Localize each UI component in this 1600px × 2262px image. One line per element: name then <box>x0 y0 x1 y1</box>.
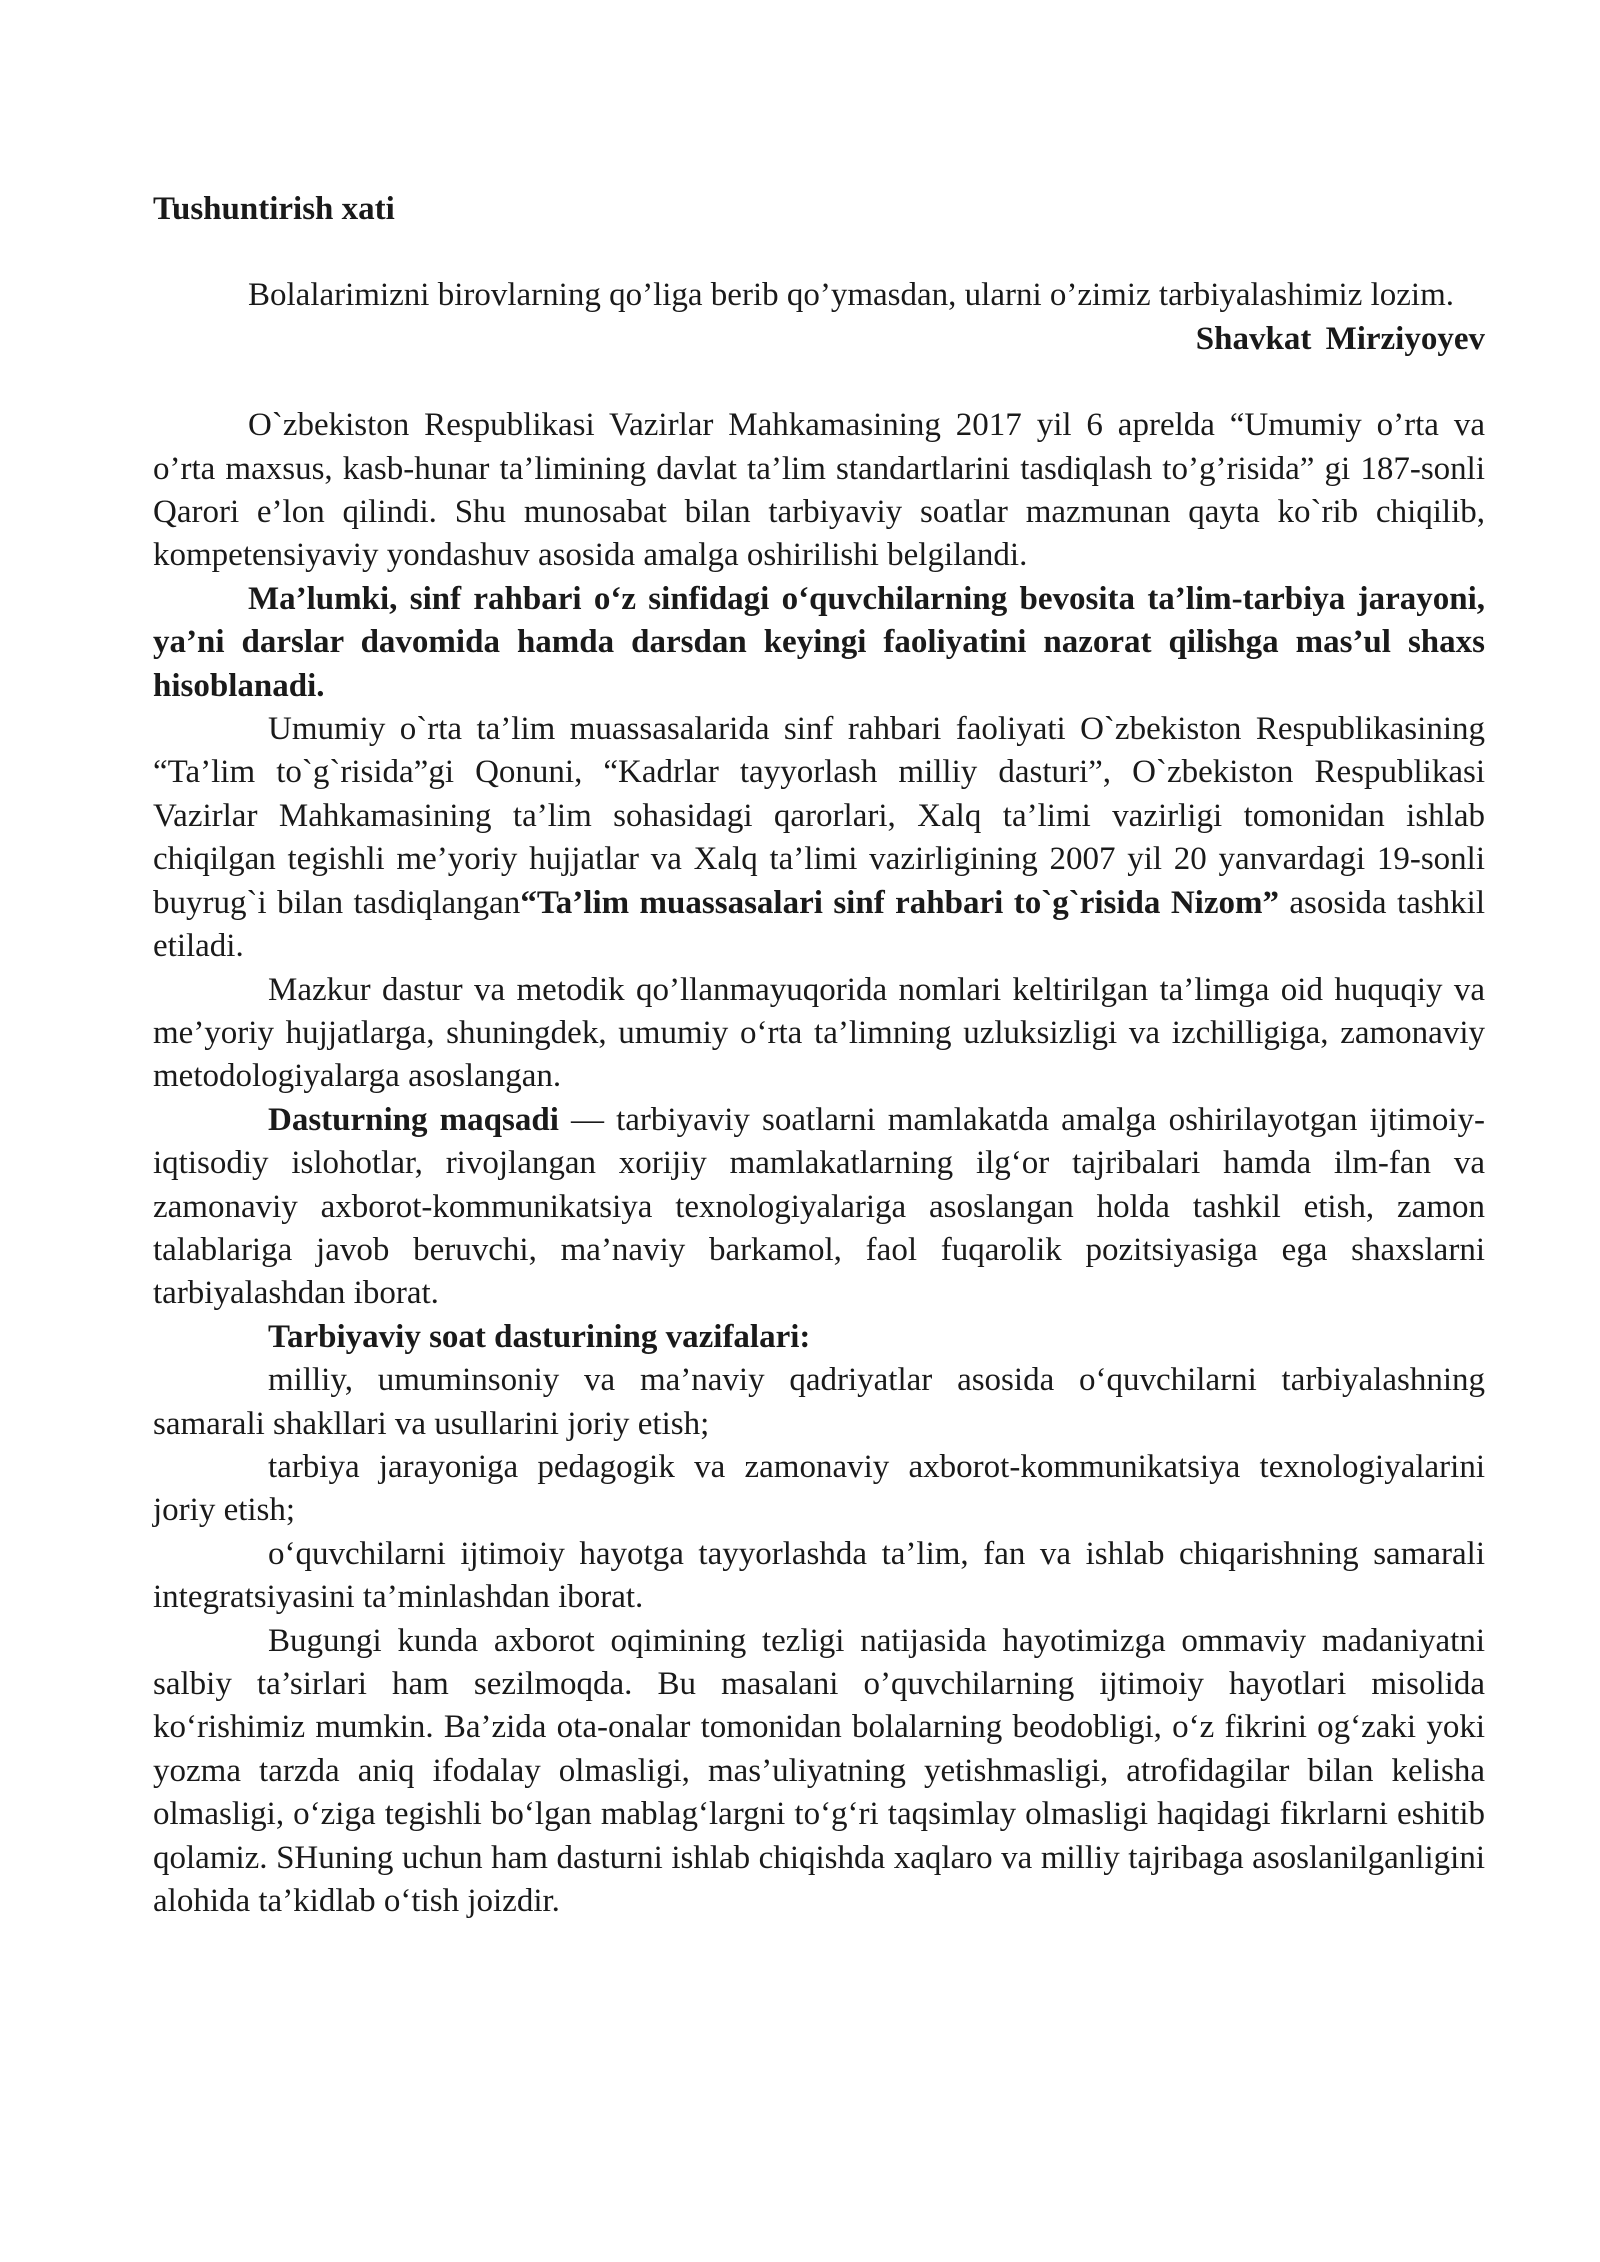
regulation-title: “Ta’lim muassasalari sinf rahbari to`g`risida Nizom” <box>520 884 1279 921</box>
document-page <box>153 188 1485 1923</box>
task-item-technology: tarbiya jarayoniga pedagogik va zamonaviy axborot-kommunikatsiya texnologiyalarini joriy etish; <box>153 1448 1485 1529</box>
legal-basis-end: asosida tashkil etiladi. <box>153 884 1485 965</box>
paragraph-decree: O`zbekiston Respublikasi Vazirlar Mahkamasining 2017 yil 6 aprelda “Umumiy o’rta va o’rta maxsus, kasb-hunar ta’limining davlat ta’lim standartlarini tasdiqlash to’g’risida” gi 187-sonli Qarori e’lon qilindi. Shu munosabat bilan tarbiyaviy soatlar mazmunan qayta ko`rib chiqilib, kompetensiyaviy yondashuv asosida amalga oshirilishi belgilandi. <box>153 407 1485 574</box>
program-goal-label: Dasturning maqsadi <box>268 1101 559 1138</box>
epigraph-quote: Bolalarimizni birovlarning qo’liga berib qo’ymasdan, ularni o’zimiz tarbiyalashimiz lozim. <box>248 277 1454 314</box>
epigraph-author: Shavkat Mirziyoyev <box>1195 320 1485 357</box>
paragraph-program-goal <box>153 1099 1485 1316</box>
paragraph-mass-culture: Bugungi kunda axborot oqimining tezligi natijasida hayotimizga ommaviy madaniyatni salbiy ta’sirlari ham sezilmoqda. Bu masalani o’quvchilarning ijtimoiy hayotlari misolida ko‘rishimiz mumkin. Ba’zida ota-onalar tomonidan bolalarning beodobligi, o‘z fikrini og‘zaki yoki yozma tarzda aniq ifodalay olmasligi, mas’uliyatning yetishmasligi, atrofidagilar bilan kelisha olmasligi, o‘ziga tegishli bo‘lgan mablag‘largni to‘g‘ri taqsimlay olmasligi haqidagi fikrlarni eshitib qolamiz. SHuning uchun ham dasturni ishlab chiqishda xaqlaro va milliy tajribaga asoslanilganligini alohida ta’kidlab o‘tish joizdir. <box>153 1622 1485 1920</box>
paragraph-class-teacher-role: Ma’lumki, sinf rahbari o‘z sinfidagi o‘quvchilarning bevosita ta’lim-tarbiya jarayoni, ya’ni darslar davomida hamda darsdan keyingi faoliyatini nazorat qilishga mas’ul shaxs hisoblanadi. <box>153 580 1485 704</box>
program-goal-text: — tarbiyaviy soatlarni mamlakatda amalga oshirilayotgan ijtimoiy-iqtisodiy islohotlar, rivojlangan xorijiy mamlakatlarning ilg‘or tajribalari hamda ilm-fan va zamonaviy axborot-kommunikatsiya texnologiyalariga asoslangan holda tashkil etish, zamon talablariga javob beruvchi, ma’naviy barkamol, faol fuqarolik pozitsiyasiga ega shaxslarni tarbiyalashdan iborat. <box>153 1101 1485 1312</box>
task-item-integration: o‘quvchilarni ijtimoiy hayotga tayyorlashda ta’lim, fan va ishlab chiqarishning samarali integratsiyasini ta’minlashdan iborat. <box>153 1535 1485 1616</box>
paragraph-legal-basis <box>153 708 1485 968</box>
legal-basis-text: Umumiy o`rta ta’lim muassasalarida sinf rahbari faoliyati O`zbekiston Respublikasining “Ta’lim to`g`risida”gi Qonuni, “Kadrlar tayyorlash milliy dasturi”, O`zbekiston Respublikasi Vazirlar Mahkamasining ta’lim sohasidagi qarorlari, Xalq ta’limi vazirligi tomonidan ishlab chiqilgan tegishli me’yoriy hujjatlar va Xalq ta’limi vazirligining 2007 yil 20 yanvardagi 19-sonli buyrug`i bilan tasdiqlangan <box>153 711 1485 921</box>
tasks-heading: Tarbiyaviy soat dasturining vazifalari: <box>268 1318 811 1355</box>
task-item-values: milliy, umuminsoniy va ma’naviy qadriyatlar asosida o‘quvchilarni tarbiyalashning samarali shakllari va usullarini joriy etish; <box>153 1362 1485 1442</box>
document-title: Tushuntirish xati <box>153 191 395 227</box>
paragraph-methodology: Mazkur dastur va metodik qo’llanmayuqorida nomlari keltirilgan ta’limga oid huquqiy va me’yoriy hujjatlarga, shuningdek, umumiy o‘rta ta’limning uzluksizligi va izchilligiga, zamonaviy metodologiyalarga asoslangan. <box>153 971 1485 1095</box>
